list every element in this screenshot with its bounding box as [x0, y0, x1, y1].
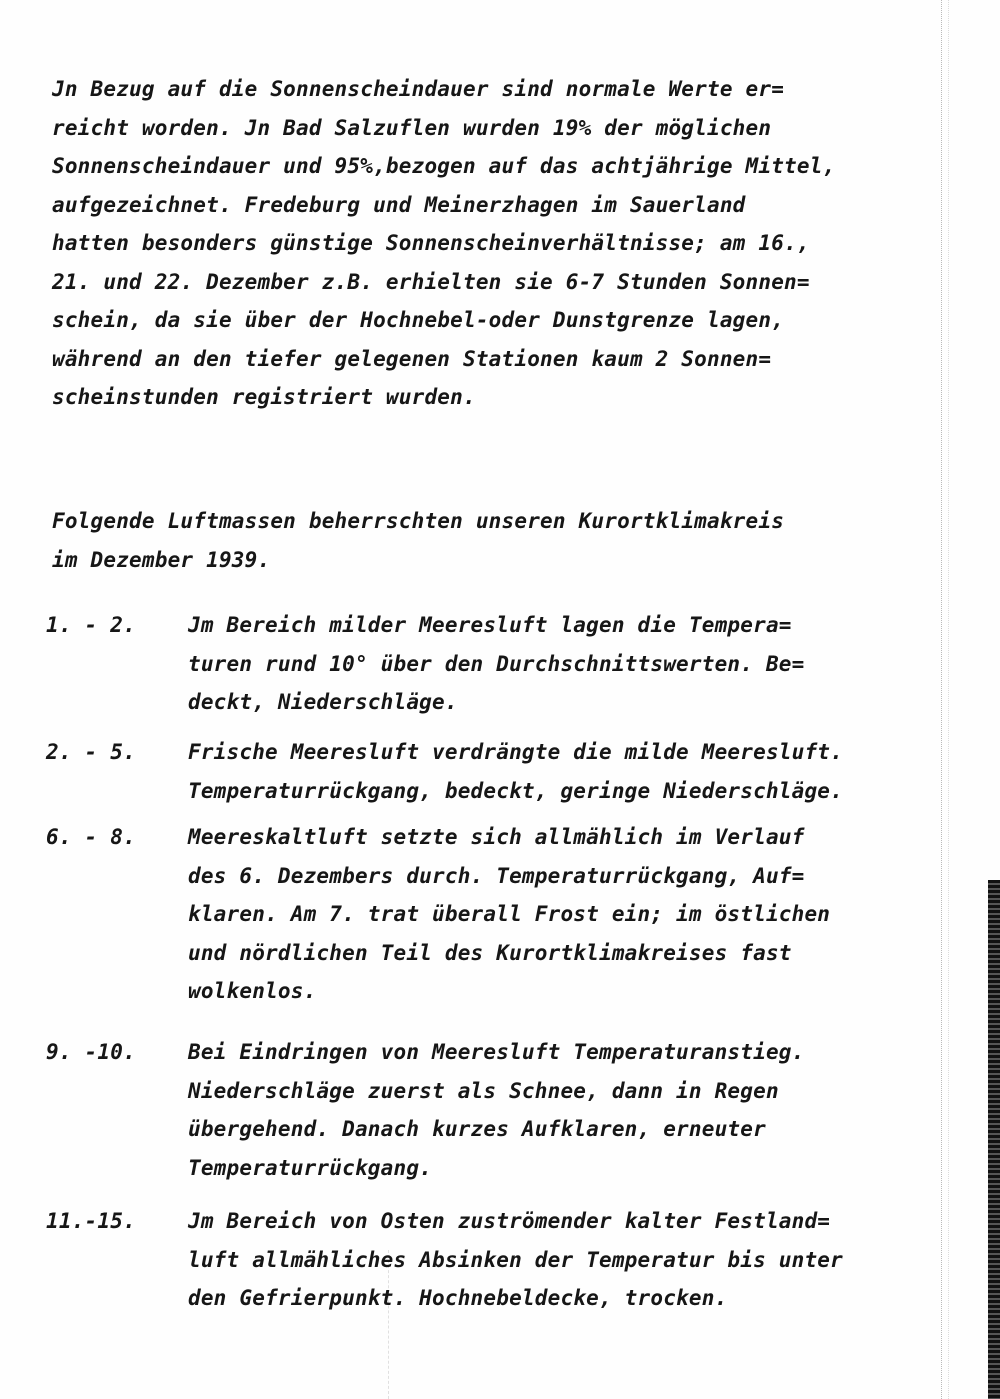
text-line: Bei Eindringen von Meeresluft Temperaturanstieg.: [188, 1040, 805, 1064]
text-line: während an den tiefer gelegenen Stationen kaum 2 Sonnen=: [52, 346, 772, 371]
text-line: übergehend. Danach kurzes Aufklaren, erneuter: [188, 1117, 766, 1141]
entry-date: 2. - 5.: [46, 740, 136, 764]
text-line: hatten besonders günstige Sonnenscheinverhältnisse; am 16.,: [52, 231, 810, 255]
text-line: deckt, Niederschläge.: [188, 690, 458, 714]
text-line: Folgende Luftmassen beherrschten unseren Kurortklimakreis: [52, 509, 785, 533]
entry-text: [188, 1033, 804, 1187]
text-line: den Gefrierpunkt. Hochnebeldecke, trocken.: [188, 1286, 728, 1310]
text-line: luft allmähliches Absinken der Temperatur bis unter: [188, 1247, 843, 1272]
entry-date: 9. -10.: [46, 1040, 136, 1064]
entry-date: 11.-15.: [46, 1209, 136, 1233]
text-line: aufgezeichnet. Fredeburg und Meinerzhagen im Sauerland: [52, 192, 746, 217]
text-line: Jm Bereich von Osten zuströmender kalter Festland=: [188, 1209, 831, 1233]
text-line: klaren. Am 7. trat überall Frost ein; im östlichen: [188, 902, 831, 926]
entry-date: 6. - 8.: [46, 825, 136, 849]
text-line: wolkenlos.: [188, 979, 317, 1003]
air-masses-intro: [52, 502, 784, 579]
entry-text: [188, 1202, 843, 1318]
text-line: Jn Bezug auf die Sonnenscheindauer sind normale Werte er=: [52, 77, 785, 101]
entry-text: [188, 818, 830, 1011]
text-line: Sonnenscheindauer und 95%,bezogen auf das achtjährige Mittel,: [52, 154, 836, 178]
text-line: reicht worden. Jn Bad Salzuflen wurden 19% der möglichen: [52, 115, 772, 140]
scan-edge-line: [941, 0, 942, 1399]
entry-text: [188, 733, 843, 810]
text-line: Meereskaltluft setzte sich allmählich im Verlauf: [188, 825, 805, 849]
scan-dark-edge: [988, 880, 1000, 1399]
text-line: im Dezember 1939.: [52, 547, 271, 572]
text-line: Niederschläge zuerst als Schnee, dann in Regen: [188, 1078, 779, 1103]
text-line: 21. und 22. Dezember z.B. erhielten sie 6-7 Stunden Sonnen=: [52, 269, 810, 294]
entry-text: [188, 606, 804, 722]
text-line: Temperaturrückgang, bedeckt, geringe Niederschläge.: [188, 778, 843, 803]
text-line: schein, da sie über der Hochnebel-oder Dunstgrenze lagen,: [52, 308, 785, 332]
entry-date: 1. - 2.: [46, 613, 136, 637]
text-line: scheinstunden registriert wurden.: [52, 385, 476, 409]
scan-edge-line: [948, 0, 949, 1399]
text-line: Jm Bereich milder Meeresluft lagen die Tempera=: [188, 613, 792, 637]
text-line: des 6. Dezembers durch. Temperaturrückgang, Auf=: [188, 863, 805, 888]
text-line: Temperaturrückgang.: [188, 1155, 433, 1180]
text-line: und nördlichen Teil des Kurortklimakreises fast: [188, 940, 792, 965]
text-line: Frische Meeresluft verdrängte die milde Meeresluft.: [188, 740, 843, 764]
sunshine-paragraph: [52, 70, 835, 417]
text-line: turen rund 10° über den Durchschnittswerten. Be=: [188, 651, 805, 676]
